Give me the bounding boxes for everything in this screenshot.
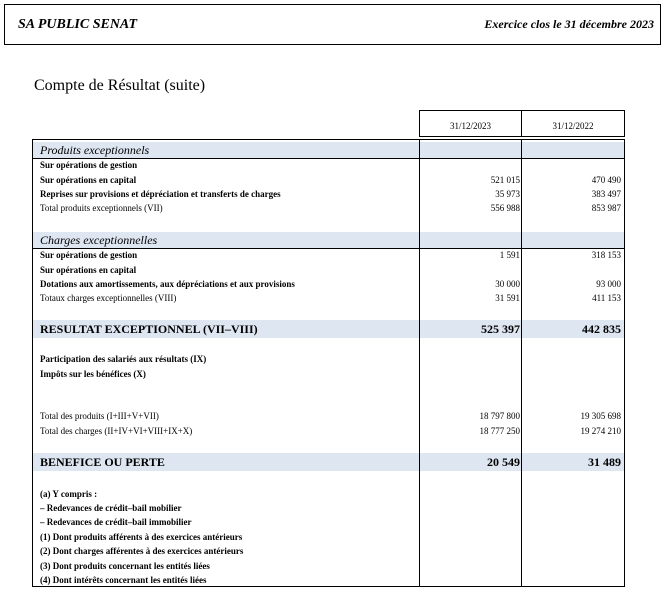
section-header-produits: Produits exceptionnels	[33, 142, 624, 158]
exercise-label: Exercice clos le 31 décembre 2023	[484, 17, 654, 31]
page-title: Compte de Résultat (suite)	[34, 77, 206, 94]
column-header-2023: 31/12/2023	[419, 110, 522, 137]
report-header	[4, 4, 661, 45]
column-divider	[521, 140, 522, 586]
resultat-exceptionnel-row: RESULTAT EXCEPTIONNEL (VII–VIII) 525 397 442 835	[33, 320, 624, 338]
column-divider	[419, 140, 420, 586]
benefice-row: BENEFICE OU PERTE 20 549 31 489	[33, 453, 624, 471]
section-header-charges: Charges exceptionnelles	[33, 232, 624, 248]
column-header-2022: 31/12/2022	[521, 110, 625, 137]
company-name: SA PUBLIC SENAT	[18, 17, 138, 32]
income-statement-table: Produits exceptionnels Sur opérations de gestion Sur opérations en capital 521 015 470 490 Reprises sur provisions et dépréciation et transferts de charges 35 973 383 497 Total produits exceptionnels (VII) 556 988 853 987 Charges exceptionnelles Sur opérations de gestion 1 591 318 153 Sur opérations en capital Dotations aux amortissements, aux dépréciations et aux provisions 30 000 93 000 Totaux charges exceptionnelles (VIII) 31 591 411 153 RESULTAT EXCEPTIONNEL (VII–VIII) 525 397 442 835 Participation des salariés aux résultats (IX) Impôts sur les bénéfices (X) Total des produits (I+III+V+VII) 18 797 800 19 305 698 Total des charges (II+IV+VI+VIII+IX+X) 18 777 250 19 274 210 BENEFICE OU PERTE 20 549 31 489 (a) Y compris : – Redevances de crédit–bail mobilier – Redevances de crédit–bail immobilier (1) Dont produits afférents à des exercices antérieurs (2) Dont charges afférentes à des exercices antérieurs (3) Dont produits concernant les entités liées (4) Dont intérêts concernant les entités liées	[32, 139, 625, 587]
